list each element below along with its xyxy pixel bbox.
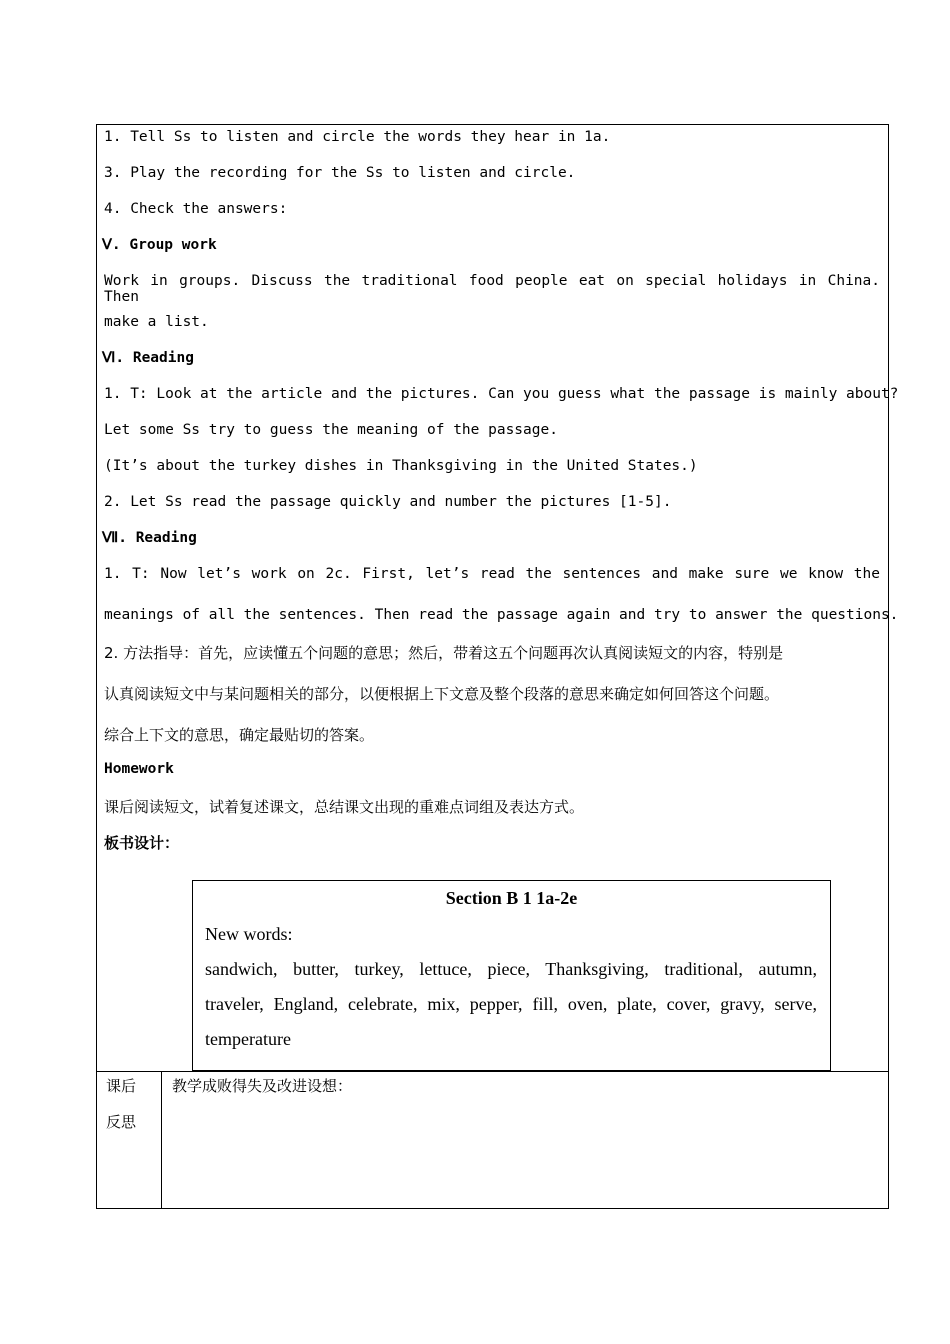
reading-step-2-text: 2. Let Ss read the passage quickly and number the pictures [1-5]. — [104, 494, 672, 510]
board-design-box — [192, 880, 831, 1071]
step-3-text: 3. Play the recording for the Ss to listen and circle. — [104, 165, 576, 181]
reading-2c-text-line-2: meanings of all the sentences. Then read the passage again and try to answer the questions. — [104, 607, 899, 623]
board-design-label: 板书设计： — [104, 834, 180, 852]
table-column-divider — [161, 1071, 162, 1209]
group-work-text-line-2: make a list. — [104, 314, 209, 330]
reading-step-1-text: 1. T: Look at the article and the pictures. Can you guess what the passage is mainly about? — [104, 386, 899, 402]
reflection-label-line-1: 课后 — [106, 1077, 137, 1095]
new-words-line-1: sandwich, butter, turkey, lettuce, piece, Thanksgiving, traditional, autumn, — [205, 959, 817, 979]
new-words-line-2: traveler, England, celebrate, mix, pepper, fill, oven, plate, cover, gravy, serve, — [205, 994, 817, 1014]
reflection-label-line-2: 反思 — [106, 1113, 137, 1131]
reading-guess-text: Let some Ss try to guess the meaning of the passage. — [104, 422, 558, 438]
method-guide-line-3: 综合上下文的意思，确定最贴切的答案。 — [104, 726, 375, 744]
group-work-text-line-1: Work in groups. Discuss the traditional food people eat on special holidays in China. Then — [104, 273, 880, 305]
reading-answer-note: (It’s about the turkey dishes in Thanksgiving in the United States.) — [104, 458, 698, 474]
homework-text: 课后阅读短文，试着复述课文，总结课文出现的重难点词组及表达方式。 — [104, 798, 585, 816]
method-guide-line-2: 认真阅读短文中与某问题相关的部分，以便根据上下文意及整个段落的意思来确定如何回答这个问题。 — [104, 685, 780, 703]
reflection-prompt: 教学成败得失及改进设想： — [172, 1077, 353, 1095]
reading-2c-text-line-1: 1. T: Now let’s work on 2c. First, let’s read the sentences and make sure we know the — [104, 566, 880, 582]
table-row-divider — [96, 1071, 889, 1072]
method-guide-line-1: 2. 方法指导：首先，应读懂五个问题的意思；然后，带着这五个问题再次认真阅读短文的内容，特别是 — [104, 644, 784, 662]
step-4-text: 4. Check the answers: — [104, 201, 288, 217]
new-words-label: New words: — [205, 924, 293, 944]
board-title: Section B 1 1a-2e — [445, 888, 578, 908]
homework-heading: Homework — [104, 761, 174, 777]
new-words-line-3: temperature — [205, 1029, 291, 1049]
section-vii-heading: Ⅶ. Reading — [102, 530, 197, 546]
section-v-heading: Ⅴ. Group work — [102, 237, 217, 253]
step-1-text: 1. Tell Ss to listen and circle the words they hear in 1a. — [104, 129, 611, 145]
section-vi-heading: Ⅵ. Reading — [102, 350, 194, 366]
